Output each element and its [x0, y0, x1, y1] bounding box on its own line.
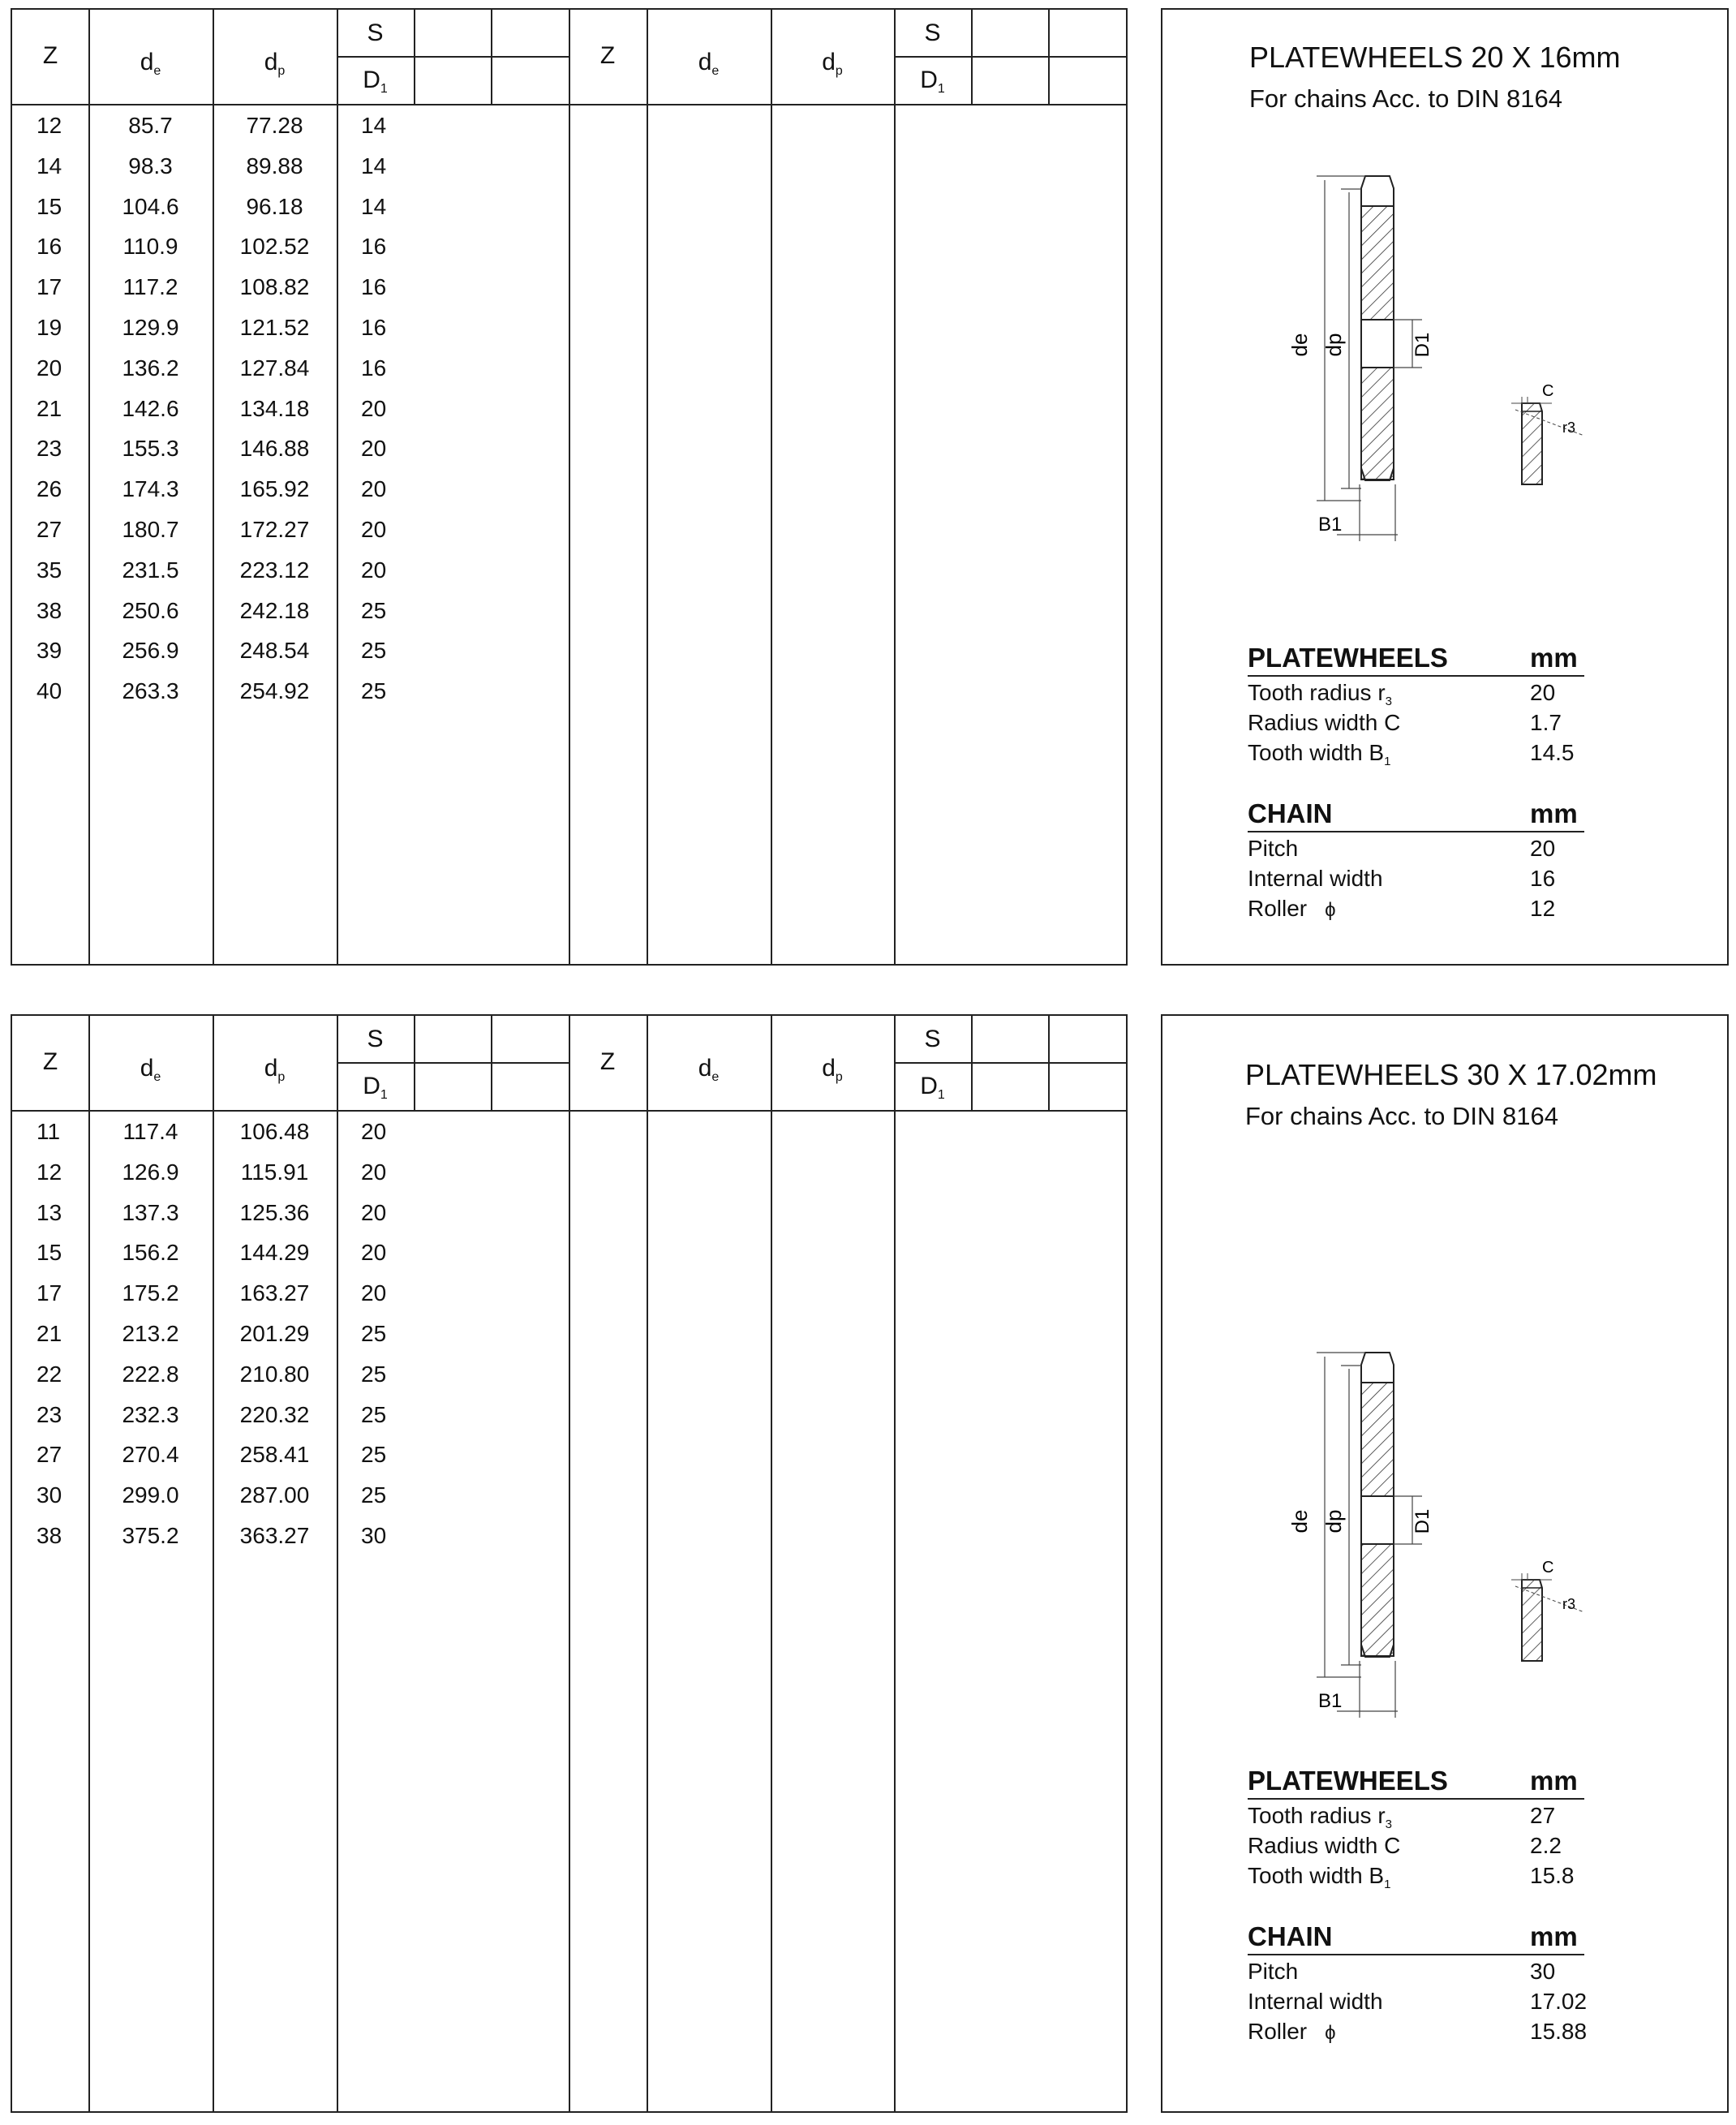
- cell-dp: 165.92: [239, 476, 310, 502]
- table-row: [12, 1435, 1126, 1475]
- cell-dp: 106.48: [239, 1119, 310, 1144]
- cell-dp: 125.36: [239, 1199, 310, 1225]
- table-row: [12, 1232, 1126, 1273]
- dimension-table: [11, 1014, 1128, 2113]
- cell-d1: 20: [361, 436, 387, 462]
- header-dp: $d_p$: [822, 49, 843, 78]
- cell-dp: 172.27: [239, 517, 310, 542]
- cell-d1: 25: [361, 678, 387, 704]
- cell-dp: 254.92: [239, 678, 310, 704]
- cell-de: 142.6: [122, 395, 179, 421]
- panel-title: PLATEWHEELS 30 X 17.02mm: [1245, 1058, 1657, 1091]
- plate-profile: [1361, 176, 1394, 480]
- platewheels-spec: [1248, 1766, 1584, 1890]
- cell-d1: 25: [361, 638, 387, 664]
- cell-de: 256.9: [122, 638, 179, 664]
- spec-row: Radius width C 2.2: [1248, 1833, 1562, 1858]
- cell-dp: 210.80: [239, 1361, 310, 1387]
- cell-d1: 16: [361, 355, 387, 381]
- panel-subtitle: For chains Acc. to DIN 8164: [1249, 84, 1562, 113]
- spec-row: Roller ϕ 15.88: [1248, 2019, 1588, 2044]
- cell-dp: 223.12: [239, 557, 310, 583]
- phi-symbol: ϕ: [1325, 2022, 1336, 2044]
- cell-dp: 115.91: [240, 1159, 309, 1185]
- table-row: [12, 1193, 1126, 1233]
- spec-row: Tooth width $B_1$ 15.8: [1248, 1863, 1575, 1891]
- cell-dp: 248.54: [239, 638, 310, 664]
- cell-z: 15: [37, 193, 62, 219]
- cell-z: 13: [37, 1199, 62, 1225]
- cell-z: 27: [37, 517, 62, 542]
- cell-z: 22: [37, 1361, 62, 1387]
- col-divider: [1048, 10, 1050, 105]
- cell-dp: 242.18: [239, 597, 310, 623]
- label-r3: r3: [1562, 419, 1576, 436]
- spec-row: Tooth width $B_1$ 14.5: [1248, 740, 1575, 768]
- table-row: [12, 1273, 1126, 1314]
- col-divider: [491, 10, 492, 105]
- label-dp: dp: [1321, 333, 1346, 357]
- header-d1: $D_1$: [920, 67, 945, 96]
- table-row: [12, 510, 1126, 550]
- col-divider: [1048, 1016, 1050, 1112]
- spec-unit: mm: [1530, 643, 1578, 673]
- cell-dp: 363.27: [239, 1523, 310, 1548]
- cell-z: 38: [37, 1523, 62, 1548]
- cell-d1: 20: [361, 517, 387, 542]
- cell-dp: 134.18: [239, 395, 310, 421]
- table-row: [12, 389, 1126, 429]
- header-de: $d_e$: [140, 49, 161, 78]
- header-dp: $d_p$: [822, 1055, 843, 1084]
- spec-heading: CHAIN: [1248, 798, 1333, 828]
- cell-z: 23: [37, 1401, 62, 1427]
- label-r3: r3: [1562, 1596, 1576, 1612]
- table-row: [12, 469, 1126, 510]
- cell-dp: 77.28: [246, 113, 303, 138]
- spec-row: Roller ϕ 12: [1248, 896, 1556, 921]
- cell-de: 222.8: [122, 1361, 179, 1387]
- cell-de: 174.3: [122, 476, 179, 502]
- header-dp: $d_p$: [264, 49, 286, 78]
- cell-de: 156.2: [122, 1240, 179, 1266]
- cell-d1: 25: [361, 1482, 387, 1508]
- table-row: [12, 1112, 1126, 1152]
- cell-z: 23: [37, 436, 62, 462]
- cell-z: 17: [37, 274, 62, 300]
- platewheel-drawing: [1268, 160, 1609, 549]
- spec-unit: mm: [1530, 1921, 1578, 1951]
- table-row: [12, 1516, 1126, 1556]
- label-d1: D1: [1412, 1508, 1433, 1534]
- cell-z: 35: [37, 557, 62, 583]
- spec-row: Pitch 20: [1248, 836, 1556, 861]
- cell-d1: 25: [361, 1361, 387, 1387]
- table-row: [12, 308, 1126, 348]
- cell-d1: 20: [361, 1240, 387, 1266]
- table-row: [12, 348, 1126, 389]
- header-split: [337, 56, 569, 58]
- header-de: $d_e$: [698, 1055, 720, 1084]
- cell-de: 104.6: [122, 193, 179, 219]
- table-row: [12, 428, 1126, 469]
- header-z: Z: [599, 1048, 616, 1075]
- info-panel: [1161, 1014, 1729, 2113]
- header-d1: $D_1$: [920, 1073, 945, 1102]
- cell-de: 270.4: [122, 1442, 179, 1468]
- cell-dp: 201.29: [239, 1321, 310, 1346]
- cell-dp: 144.29: [239, 1240, 310, 1266]
- cell-dp: 163.27: [239, 1280, 310, 1306]
- cell-d1: 14: [361, 153, 387, 179]
- label-b1: B1: [1318, 1690, 1343, 1712]
- header-s: S: [367, 1026, 384, 1052]
- table-row: [12, 591, 1126, 631]
- spec-heading: PLATEWHEELS: [1248, 643, 1448, 673]
- label-c: C: [1542, 382, 1554, 400]
- header-split: [894, 1062, 1128, 1064]
- header-s: S: [924, 1026, 941, 1052]
- table-row: [12, 1152, 1126, 1193]
- cell-d1: 25: [361, 597, 387, 623]
- cell-z: 20: [37, 355, 62, 381]
- header-z: Z: [599, 42, 616, 69]
- chain-spec: [1248, 798, 1584, 923]
- cell-d1: 16: [361, 315, 387, 340]
- cell-de: 375.2: [122, 1523, 179, 1548]
- cell-dp: 127.84: [239, 355, 310, 381]
- col-divider: [491, 1016, 492, 1112]
- panel-title: PLATEWHEELS 20 X 16mm: [1249, 41, 1621, 74]
- cell-dp: 220.32: [239, 1401, 310, 1427]
- panel-subtitle: For chains Acc. to DIN 8164: [1245, 1102, 1558, 1130]
- spec-unit: mm: [1530, 1766, 1578, 1796]
- spec-row: Internal width 17.02: [1248, 1989, 1588, 2014]
- cell-z: 15: [37, 1240, 62, 1266]
- cell-de: 117.4: [122, 1119, 178, 1144]
- header-dp: $d_p$: [264, 1055, 286, 1084]
- cell-d1: 30: [361, 1523, 387, 1548]
- cell-de: 98.3: [128, 153, 173, 179]
- spec-row: Tooth radius $r_3$ 20: [1248, 680, 1556, 708]
- table-row: [12, 550, 1126, 591]
- cell-de: 180.7: [122, 517, 179, 542]
- cell-d1: 25: [361, 1401, 387, 1427]
- spec-row: Pitch 30: [1248, 1959, 1556, 1984]
- tooth-detail: [1511, 397, 1584, 484]
- spec-heading: PLATEWHEELS: [1248, 1766, 1448, 1796]
- cell-d1: 20: [361, 1119, 387, 1144]
- info-panel: [1161, 8, 1729, 966]
- header-z: Z: [42, 1048, 58, 1075]
- cell-d1: 20: [361, 557, 387, 583]
- cell-d1: 20: [361, 476, 387, 502]
- table-row: [12, 671, 1126, 712]
- table-row: [12, 267, 1126, 308]
- cell-de: 126.9: [122, 1159, 179, 1185]
- col-divider: [971, 10, 973, 105]
- table-row: [12, 1395, 1126, 1435]
- cell-dp: 102.52: [239, 234, 310, 260]
- cell-de: 155.3: [122, 436, 179, 462]
- platewheel-section-20x16: [0, 0, 1736, 974]
- col-divider: [414, 10, 415, 105]
- cell-z: 21: [37, 395, 62, 421]
- header-de: $d_e$: [140, 1055, 161, 1084]
- cell-de: 213.2: [122, 1321, 179, 1346]
- tooth-detail: [1511, 1573, 1584, 1661]
- table-row: [12, 226, 1126, 267]
- table-row: [12, 146, 1126, 187]
- cell-z: 14: [37, 153, 62, 179]
- cell-d1: 20: [361, 1159, 387, 1185]
- spec-heading: CHAIN: [1248, 1921, 1333, 1951]
- cell-z: 40: [37, 678, 62, 704]
- dimension-table: [11, 8, 1128, 966]
- cell-d1: 20: [361, 395, 387, 421]
- platewheel-drawing: [1268, 1336, 1609, 1726]
- spec-row: Internal width 16: [1248, 866, 1556, 891]
- table-row: [12, 1475, 1126, 1516]
- cell-d1: 14: [361, 113, 387, 138]
- label-b1: B1: [1318, 514, 1343, 536]
- label-de: de: [1287, 1509, 1312, 1534]
- cell-z: 17: [37, 1280, 62, 1306]
- cell-de: 136.2: [122, 355, 179, 381]
- header-de: $d_e$: [698, 49, 720, 78]
- spec-row: Radius width C 1.7: [1248, 710, 1562, 735]
- header-z: Z: [42, 42, 58, 69]
- cell-de: 263.3: [122, 678, 179, 704]
- cell-de: 250.6: [122, 597, 179, 623]
- header-d1: $D_1$: [363, 67, 388, 96]
- header-s: S: [924, 19, 941, 46]
- col-divider: [414, 1016, 415, 1112]
- cell-z: 12: [37, 1159, 62, 1185]
- table-row: [12, 187, 1126, 227]
- plate-profile: [1361, 1353, 1394, 1657]
- header-d1: $D_1$: [363, 1073, 388, 1102]
- cell-d1: 20: [361, 1280, 387, 1306]
- label-d1: D1: [1412, 332, 1433, 358]
- cell-de: 231.5: [122, 557, 179, 583]
- cell-de: 117.2: [122, 274, 178, 300]
- cell-d1: 16: [361, 274, 387, 300]
- cell-z: 27: [37, 1442, 62, 1468]
- cell-d1: 16: [361, 234, 387, 260]
- cell-dp: 258.41: [239, 1442, 310, 1468]
- platewheels-spec: [1248, 643, 1584, 767]
- header-split: [337, 1062, 569, 1064]
- cell-dp: 121.52: [239, 315, 310, 340]
- cell-z: 30: [37, 1482, 62, 1508]
- spec-unit: mm: [1530, 798, 1578, 828]
- cell-d1: 25: [361, 1442, 387, 1468]
- cell-z: 16: [37, 234, 62, 260]
- table-row: [12, 1354, 1126, 1395]
- label-c: C: [1542, 1559, 1554, 1577]
- label-de: de: [1287, 333, 1312, 357]
- cell-dp: 287.00: [239, 1482, 310, 1508]
- cell-de: 137.3: [122, 1199, 179, 1225]
- cell-de: 299.0: [122, 1482, 179, 1508]
- table-row: [12, 1314, 1126, 1354]
- cell-z: 12: [37, 113, 62, 138]
- spec-row: Tooth radius $r_3$ 27: [1248, 1803, 1556, 1831]
- cell-d1: 25: [361, 1321, 387, 1346]
- cell-d1: 14: [361, 193, 387, 219]
- cell-z: 38: [37, 597, 62, 623]
- cell-de: 175.2: [122, 1280, 179, 1306]
- cell-z: 21: [37, 1321, 62, 1346]
- col-divider: [971, 1016, 973, 1112]
- chain-spec: [1248, 1921, 1588, 2045]
- table-row: [12, 105, 1126, 146]
- cell-z: 39: [37, 638, 62, 664]
- cell-z: 19: [37, 315, 62, 340]
- cell-dp: 89.88: [246, 153, 303, 179]
- cell-d1: 20: [361, 1199, 387, 1225]
- phi-symbol: ϕ: [1325, 899, 1336, 921]
- header-s: S: [367, 19, 384, 46]
- platewheel-section-30x17: [0, 1006, 1736, 2118]
- cell-de: 110.9: [122, 234, 178, 260]
- table-row: [12, 630, 1126, 671]
- cell-de: 129.9: [122, 315, 179, 340]
- cell-dp: 96.18: [246, 193, 303, 219]
- cell-de: 85.7: [128, 113, 173, 138]
- cell-z: 26: [37, 476, 62, 502]
- cell-z: 11: [37, 1119, 61, 1144]
- cell-de: 232.3: [122, 1401, 179, 1427]
- label-dp: dp: [1321, 1509, 1346, 1534]
- header-split: [894, 56, 1128, 58]
- cell-dp: 108.82: [239, 274, 310, 300]
- cell-dp: 146.88: [239, 436, 310, 462]
